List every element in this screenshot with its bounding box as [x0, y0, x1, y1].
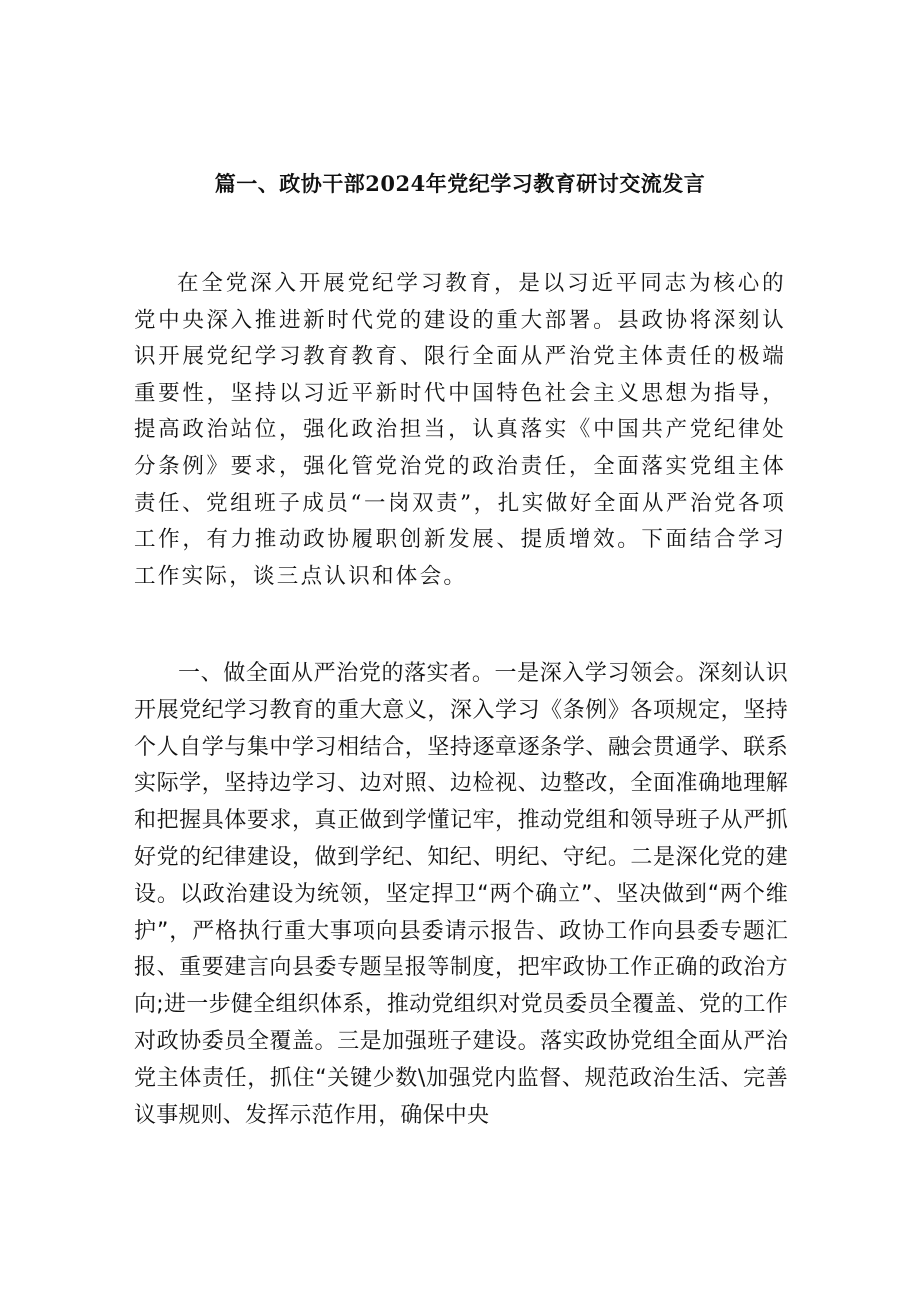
paragraph-intro: 在全党深入开展党纪学习教育，是以习近平同志为核心的党中央深入推进新时代党的建设的重大部署。县政协将深刻认识开展党纪学习教育教育、限行全面从严治党主体责任的极端重要性，坚持以习近平新时代中国特色社会主义思想为指导，提高政治站位，强化政治担当，认真落实《中国共产党纪律处分条例》要求，强化管党治党的政治责任，全面落实党组主体责任、党组班子成员“一岗双责”，扎实做好全面从严治党各项工作，有力推动政协履职创新发展、提质增效。下面结合学习工作实际，谈三点认识和体会。 [134, 271, 786, 589]
document-title: 篇一、政协干部2024年党纪学习教育研讨交流发言 [214, 171, 706, 196]
paragraph-section-one: 一、做全面从严治党的落实者。一是深入学习领会。深刻认识开展党纪学习教育的重大意义，深入学习《条例》各项规定，坚持个人自学与集中学习相结合，坚持逐章逐条学、融会贯通学、联系实际学，坚持边学习、边对照、边检视、边整改，全面准确地理解和把握具体要求，真正做到学懂记牢，推动党组和领导班子从严抓好党的纪律建设，做到学纪、知纪、明纪、守纪。二是深化党的建设。以政治建设为统领，坚定捍卫“两个确立”、坚决做到“两个维护”，严格执行重大事项向县委请示报告、政协工作向县委专题汇报、重要建言向县委专题呈报等制度，把牢政协工作正确的政治方向;进一步健全组织体系，推动党组织对党员委员全覆盖、党的工作对政协委员全覆盖。三是加强班子建设。落实政协党组全面从严治党主体责任，抓住“关键少数\加强党内监督、规范政治生活、完善议事规则、发挥示范作用，确保中央 [134, 661, 788, 1128]
